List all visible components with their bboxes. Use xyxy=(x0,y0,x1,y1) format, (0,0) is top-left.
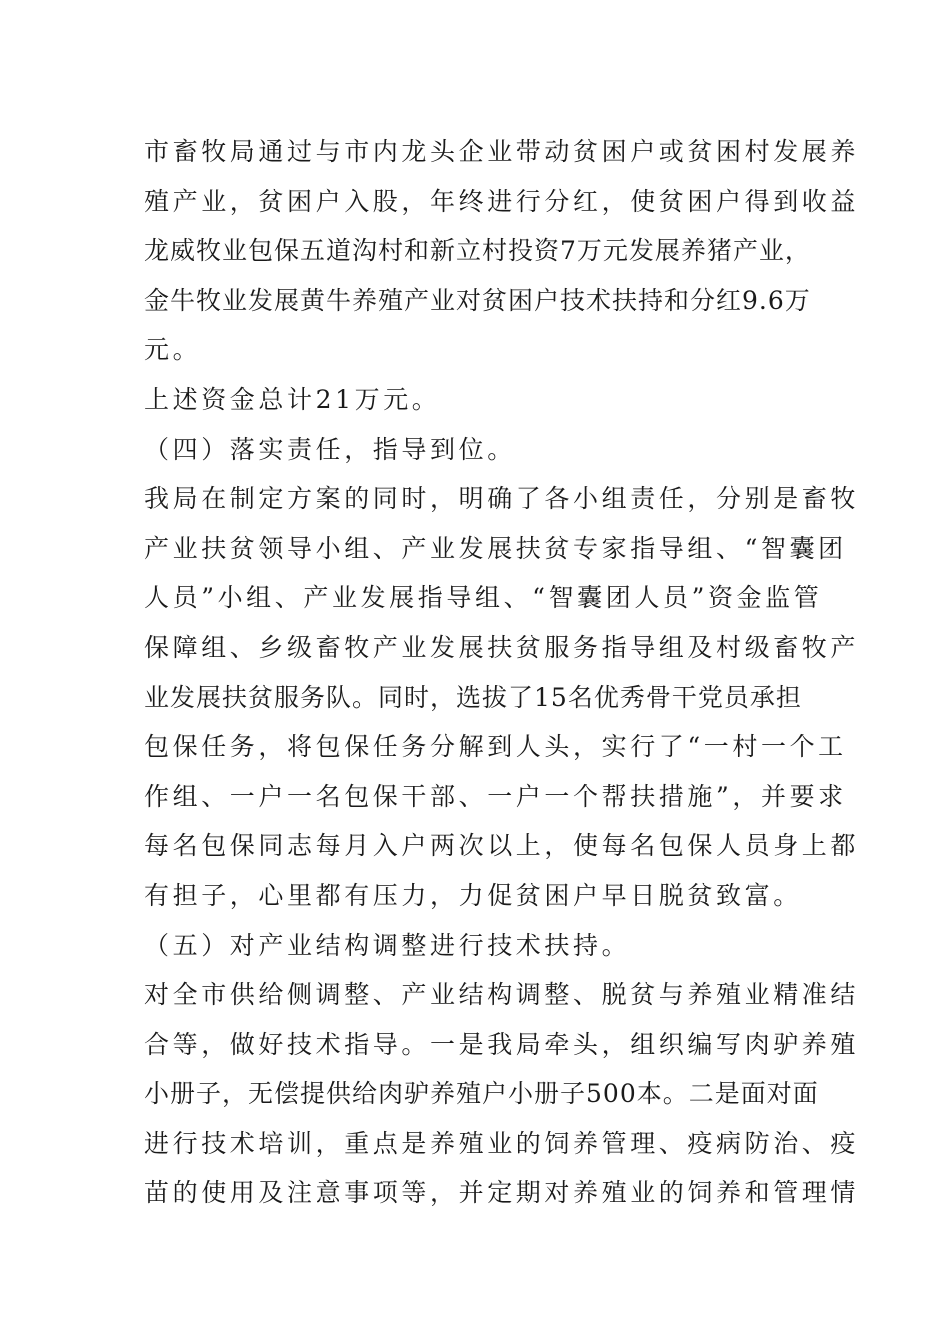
text-line: 元。 xyxy=(144,335,202,365)
document-body xyxy=(144,127,860,1218)
text-line: 人员”小组、产业发展指导组、“智囊团人员”资金监管 xyxy=(144,583,823,613)
text-line: 产业扶贫领导小组、产业发展扶贫专家指导组、“智囊团 xyxy=(144,533,847,563)
text-line: 每名包保同志每月入户两次以上，使每名包保人员身上都 xyxy=(144,831,860,861)
text-line: 包保任务，将包保任务分解到人头，实行了“一村一个工 xyxy=(144,732,847,762)
text-line: 保障组、乡级畜牧产业发展扶贫服务指导组及村级畜牧产 xyxy=(144,632,860,662)
text-line: 小册子，无偿提供给肉驴养殖户小册子500本。二是面对面 xyxy=(144,1079,819,1109)
text-line: 合等，做好技术指导。一是我局牵头，组织编写肉驴养殖 xyxy=(144,1029,860,1059)
text-line: 有担子，心里都有压力，力促贫困户早日脱贫致富。 xyxy=(144,880,802,910)
text-line: 作组、一户一名包保干部、一户一个帮扶措施”，并要求 xyxy=(144,781,847,811)
text-line: 金牛牧业发展黄牛养殖产业对贫困户技术扶持和分红9.6万 xyxy=(144,285,811,315)
text-line: 上述资金总计21万元。 xyxy=(144,384,441,414)
text-line: 业发展扶贫服务队。同时，选拔了15名优秀骨干党员承担 xyxy=(144,682,802,712)
text-line: 对全市供给侧调整、产业结构调整、脱贫与养殖业精准结 xyxy=(144,980,860,1010)
section-heading: （四）落实责任，指导到位。 xyxy=(144,434,516,464)
section-heading: （五）对产业结构调整进行技术扶持。 xyxy=(144,930,631,960)
text-line: 龙威牧业包保五道沟村和新立村投资7万元发展养猪产业， xyxy=(144,236,811,266)
text-line: 市畜牧局通过与市内龙头企业带动贫困户或贫困村发展养 xyxy=(144,137,860,166)
text-line: 殖产业，贫困户入股，年终进行分红，使贫困户得到收益 xyxy=(144,186,860,216)
text-line: 我局在制定方案的同时，明确了各小组责任，分别是畜牧 xyxy=(144,484,860,514)
text-line: 进行技术培训，重点是养殖业的饲养管理、疫病防治、疫 xyxy=(144,1128,860,1158)
text-line: 苗的使用及注意事项等，并定期对养殖业的饲养和管理情 xyxy=(144,1178,860,1208)
